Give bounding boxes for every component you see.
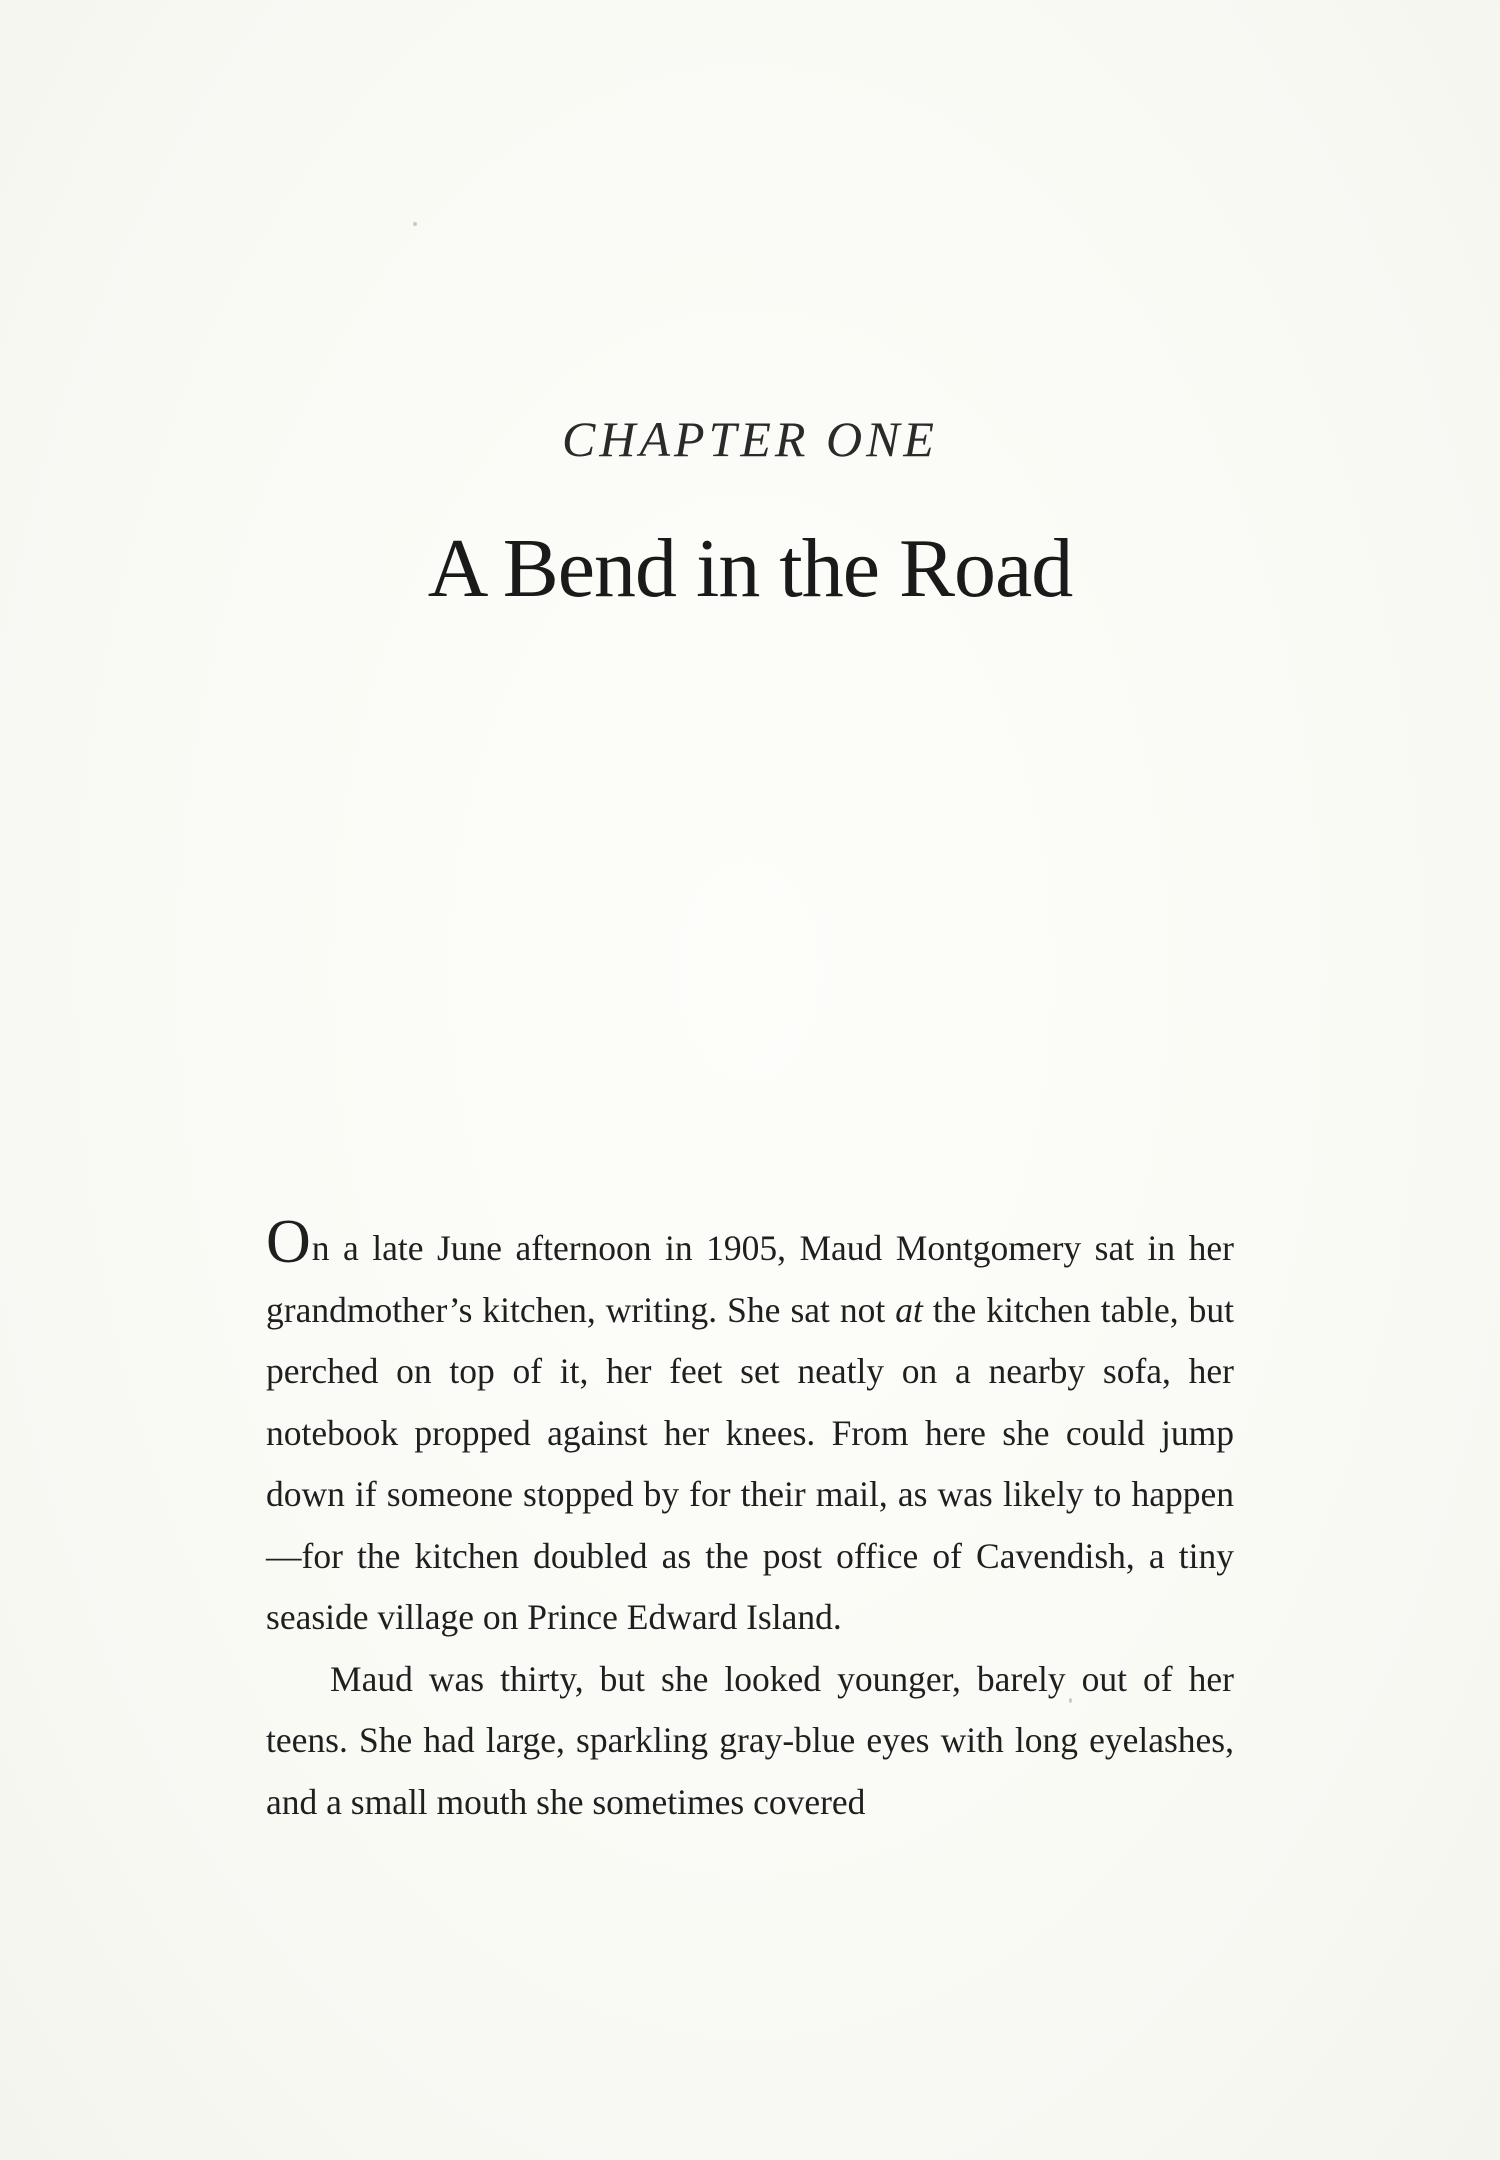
page-speck [1069, 1698, 1072, 1703]
paragraph-1-rest: the kitchen table, but perched on top of it, her feet set neatly on a nearby sofa, her notebook propped against her knees. From here she could jump down if someone stopped by for their mail, as was likely to happen—for the kitchen doubled as the post office of Cavendish, a tiny seaside village on Prince Edward Island. [266, 1289, 1235, 1637]
chapter-number: CHAPTER ONE [562, 411, 938, 467]
drop-cap: O [266, 1208, 311, 1276]
paragraph-2: Maud was thirty, but she looked younger, barely out of her teens. She had large, sparkling gray-blue eyes with long eyelashes, and a small mouth she sometimes covered [266, 1658, 1234, 1822]
paragraph-1-lead: n a late June afternoon in 1905, Maud Montgomery sat in her grandmother’s kitchen, writing. She sat not [266, 1228, 1234, 1330]
emphasis-text: at [895, 1289, 923, 1330]
page-speck [413, 222, 417, 226]
paragraph-1 [266, 1208, 1235, 1649]
body-text [266, 1208, 1235, 1833]
chapter-title: A Bend in the Road [427, 522, 1073, 615]
